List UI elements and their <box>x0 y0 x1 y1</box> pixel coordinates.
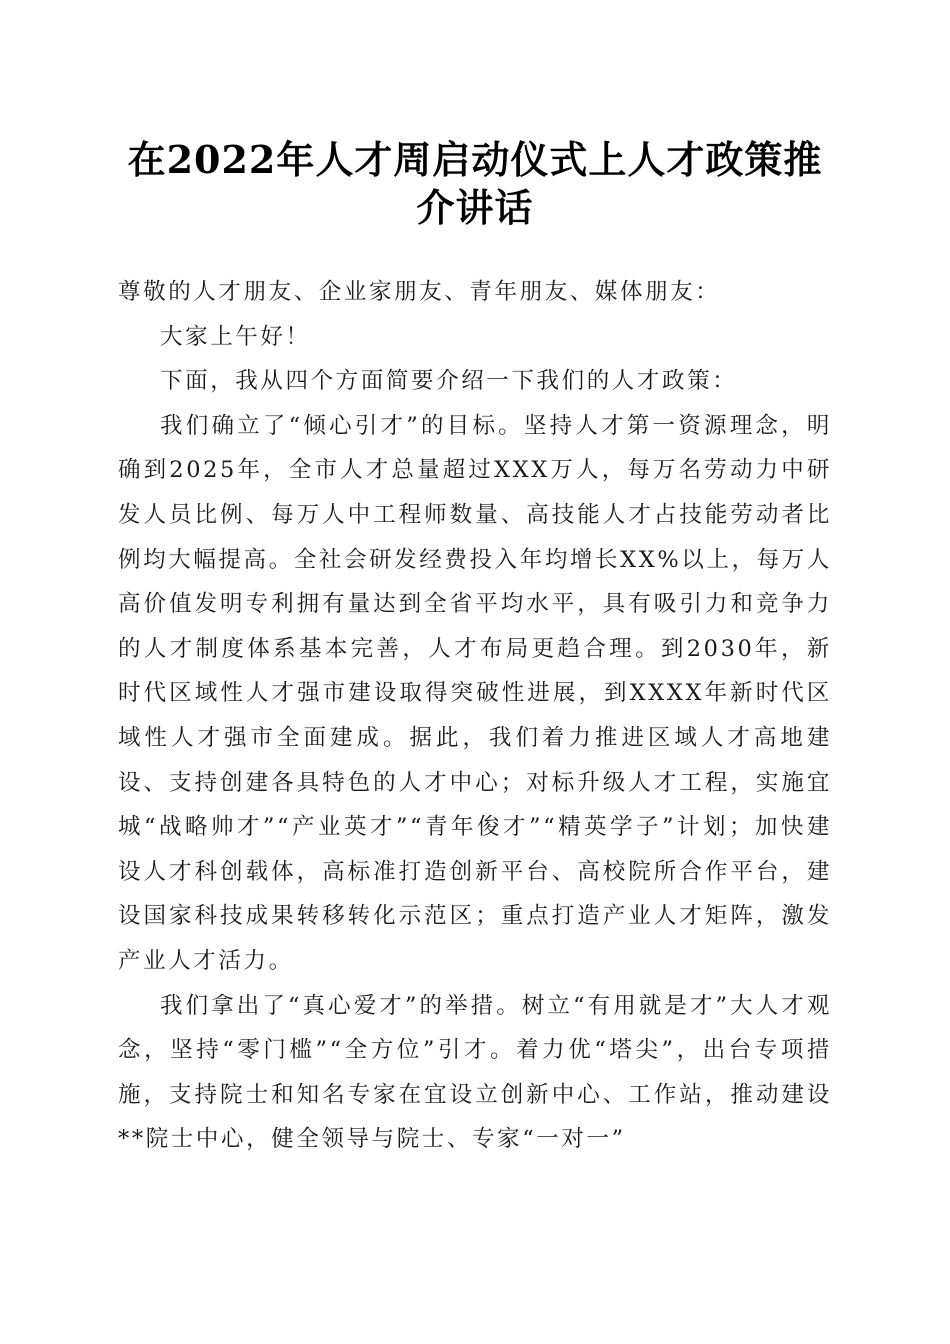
paragraph-measures: 我们拿出了“真心爱才”的举措。树立“有用就是才”大人才观念，坚持“零门槛”“全方位”引才。着力优“塔尖”，出台专项措施，支持院士和知名专家在宜设立创新中心、工作站，推动建设**院士中心，健全领导与院士、专家“一对一” <box>118 992 832 1153</box>
document-title: 在2022年人才周启动仪式上人才政策推介讲话 <box>127 137 823 230</box>
paragraph-goals: 我们确立了“倾心引才”的目标。坚持人才第一资源理念，明确到2025年，全市人才总量超过XXX万人，每万名劳动力中研发人员比例、每万人中工程师数量、高技能人才占技能劳动者比例均大幅提高。全社会研发经费投入年均增长XX%以上，每万人高价值发明专利拥有量达到全省平均水平，具有吸引力和竞争力的人才制度体系基本完善，人才布局更趋合理。到2030年，新时代区域性人才强市建设取得突破性进展，到XXXX年新时代区域性人才强市全面建成。据此，我们着力推进区域人才高地建设、支持创建各具特色的人才中心；对标升级人才工程，实施宜城“战略帅才”“产业英才”“青年俊才”“精英学子”计划；加快建设人才科创载体，高标准打造创新平台、高校院所合作平台，建设国家科技成果转移转化示范区；重点打造产业人才矩阵，激发产业人才活力。 <box>118 412 832 974</box>
salutation: 尊敬的人才朋友、企业家朋友、青年朋友、媒体朋友： <box>118 279 721 305</box>
paragraph-intro: 下面，我从四个方面简要介绍一下我们的人才政策： <box>160 368 738 395</box>
document-body <box>118 270 832 1162</box>
paragraph-greeting: 大家上午好！ <box>160 323 311 350</box>
